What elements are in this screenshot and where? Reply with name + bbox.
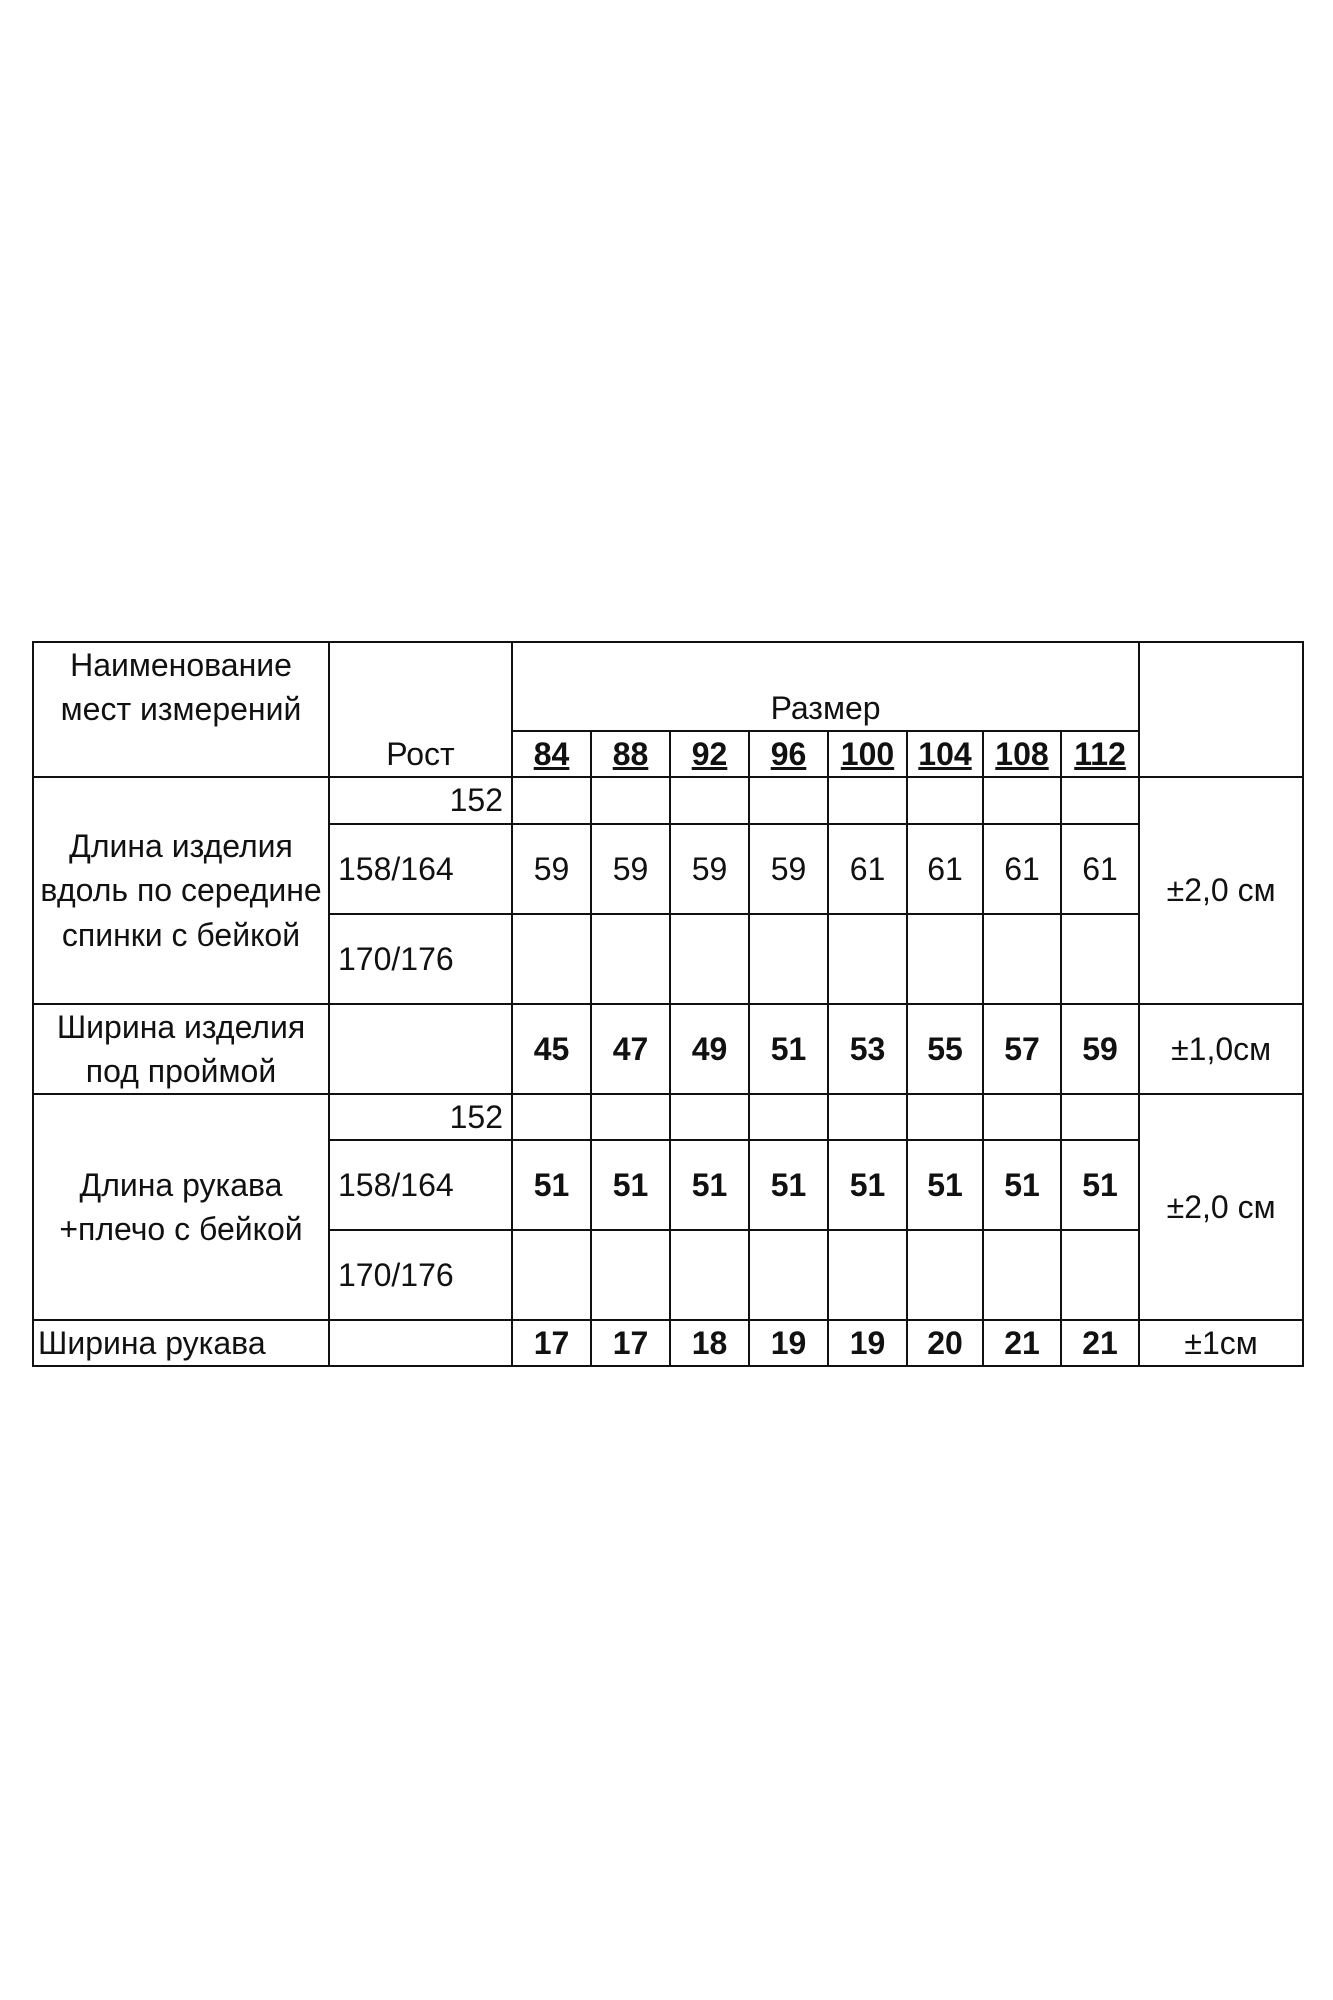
- empty-cell: [828, 1094, 907, 1140]
- empty-cell: [828, 914, 907, 1004]
- row-label-product-width: Ширина изделия под проймой: [33, 1004, 329, 1094]
- height-152: 152: [329, 1094, 512, 1140]
- empty-cell: [983, 777, 1061, 823]
- value-cell: 17: [512, 1320, 591, 1366]
- value-cell: 21: [983, 1320, 1061, 1366]
- value-cell: 59: [1061, 1004, 1139, 1094]
- value-cell: 59: [670, 824, 749, 914]
- size-96: 96: [749, 731, 828, 777]
- value-cell: 20: [907, 1320, 983, 1366]
- empty-cell: [591, 777, 670, 823]
- size-88: 88: [591, 731, 670, 777]
- size-104: 104: [907, 731, 983, 777]
- value-cell: 19: [749, 1320, 828, 1366]
- value-cell: 59: [749, 824, 828, 914]
- empty-cell: [907, 1094, 983, 1140]
- value-cell: 45: [512, 1004, 591, 1094]
- empty-cell: [512, 1230, 591, 1320]
- measurement-name-header: Наименование мест измерений: [33, 642, 329, 731]
- empty-cell: [670, 1094, 749, 1140]
- measurement-name-header-bottom: [33, 731, 329, 777]
- value-cell: 51: [670, 1140, 749, 1230]
- value-cell: 18: [670, 1320, 749, 1366]
- value-cell: 61: [907, 824, 983, 914]
- value-cell: 17: [591, 1320, 670, 1366]
- empty-cell: [828, 1230, 907, 1320]
- value-cell: 57: [983, 1004, 1061, 1094]
- height-152: 152: [329, 777, 512, 823]
- value-cell: 51: [983, 1140, 1061, 1230]
- value-cell: 21: [1061, 1320, 1139, 1366]
- empty-cell: [329, 1004, 512, 1094]
- empty-cell: [512, 914, 591, 1004]
- empty-cell: [1061, 1094, 1139, 1140]
- empty-cell: [670, 1230, 749, 1320]
- empty-cell: [983, 914, 1061, 1004]
- empty-cell: [1061, 1230, 1139, 1320]
- size-100: 100: [828, 731, 907, 777]
- size-92: 92: [670, 731, 749, 777]
- empty-cell: [749, 1094, 828, 1140]
- value-cell: 19: [828, 1320, 907, 1366]
- tolerance-product-length: ±2,0 см: [1139, 777, 1303, 1003]
- empty-cell: [1061, 777, 1139, 823]
- value-cell: 51: [512, 1140, 591, 1230]
- height-170-176: 170/176: [329, 914, 512, 1004]
- empty-cell: [907, 777, 983, 823]
- empty-cell: [983, 1094, 1061, 1140]
- empty-cell: [828, 777, 907, 823]
- empty-cell: [907, 1230, 983, 1320]
- value-cell: 49: [670, 1004, 749, 1094]
- value-cell: 61: [983, 824, 1061, 914]
- row-label-product-length: Длина изделия вдоль по середине спинки с бейкой: [33, 777, 329, 1003]
- size-title: Размер: [512, 642, 1139, 731]
- size-chart-table: [32, 641, 1304, 1367]
- value-cell: 51: [828, 1140, 907, 1230]
- empty-cell: [512, 777, 591, 823]
- empty-cell: [670, 777, 749, 823]
- value-cell: 59: [591, 824, 670, 914]
- height-158-164: 158/164: [329, 1140, 512, 1230]
- tolerance-sleeve-length: ±2,0 см: [1139, 1094, 1303, 1320]
- tolerance-product-width: ±1,0см: [1139, 1004, 1303, 1094]
- height-158-164: 158/164: [329, 824, 512, 914]
- empty-cell: [749, 914, 828, 1004]
- value-cell: 55: [907, 1004, 983, 1094]
- value-cell: 47: [591, 1004, 670, 1094]
- value-cell: 51: [749, 1140, 828, 1230]
- empty-cell: [983, 1230, 1061, 1320]
- empty-cell: [591, 914, 670, 1004]
- size-84: 84: [512, 731, 591, 777]
- empty-cell: [1061, 914, 1139, 1004]
- value-cell: 61: [1061, 824, 1139, 914]
- empty-cell: [907, 914, 983, 1004]
- height-170-176: 170/176: [329, 1230, 512, 1320]
- row-label-sleeve-width: Ширина рукава: [33, 1320, 329, 1366]
- value-cell: 51: [1061, 1140, 1139, 1230]
- value-cell: 51: [591, 1140, 670, 1230]
- row-label-sleeve-length: Длина рукава +плечо с бейкой: [33, 1094, 329, 1320]
- value-cell: 59: [512, 824, 591, 914]
- empty-cell: [591, 1230, 670, 1320]
- empty-cell: [591, 1094, 670, 1140]
- size-112: 112: [1061, 731, 1139, 777]
- value-cell: 51: [907, 1140, 983, 1230]
- tolerance-header: [1139, 642, 1303, 777]
- height-header: Рост: [329, 731, 512, 777]
- empty-cell: [670, 914, 749, 1004]
- value-cell: 53: [828, 1004, 907, 1094]
- size-108: 108: [983, 731, 1061, 777]
- empty-cell: [749, 1230, 828, 1320]
- tolerance-sleeve-width: ±1см: [1139, 1320, 1303, 1366]
- value-cell: 61: [828, 824, 907, 914]
- height-header-top: [329, 642, 512, 731]
- empty-cell: [749, 777, 828, 823]
- empty-cell: [512, 1094, 591, 1140]
- empty-cell: [329, 1320, 512, 1366]
- value-cell: 51: [749, 1004, 828, 1094]
